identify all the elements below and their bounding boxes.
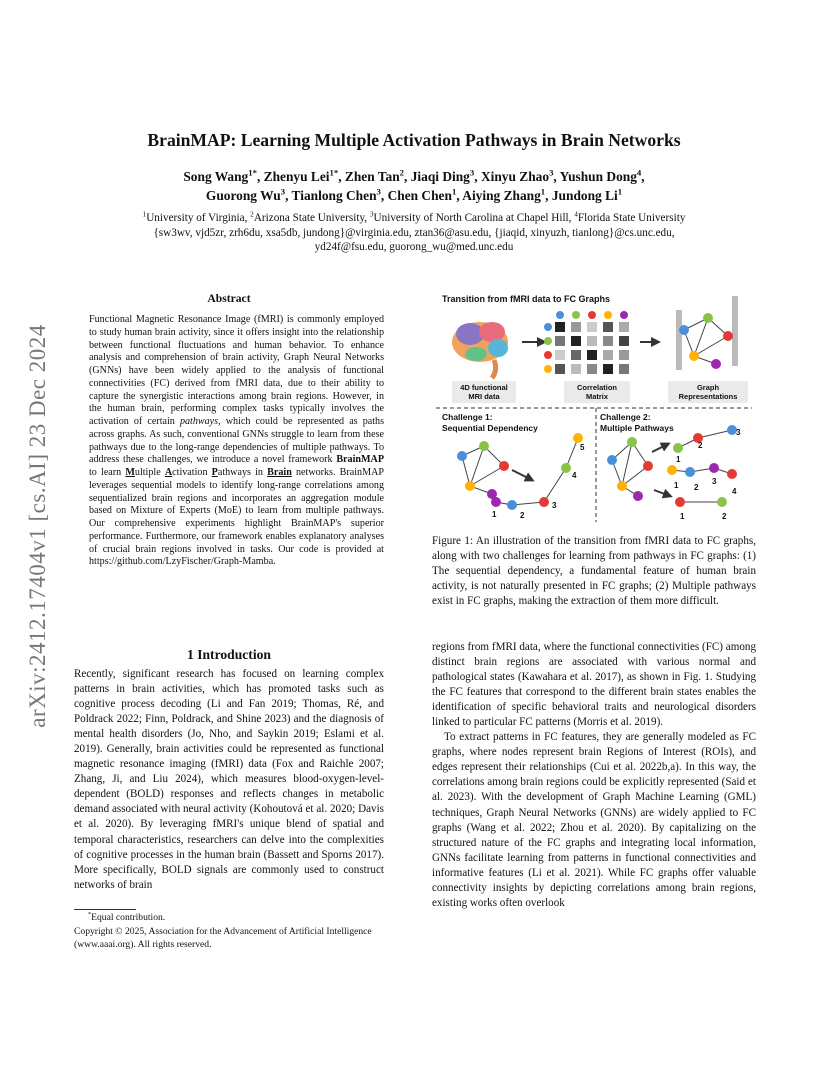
challenge-2-title: Challenge 2: (600, 412, 651, 422)
challenge-1-title: Challenge 1: (442, 412, 493, 422)
affiliation: University of North Carolina at Chapel Hill, (373, 212, 575, 224)
graph-representation-icon (676, 296, 738, 370)
author: Guorong Wu (205, 187, 281, 203)
author-affil-mark: 3 (549, 167, 554, 178)
svg-text:Representations: Representations (678, 392, 738, 401)
author: Song Wang (183, 169, 249, 184)
challenge-2-graph (607, 425, 741, 521)
label-fmri (452, 381, 516, 403)
svg-text:MRI data: MRI data (468, 392, 500, 401)
intro-heading: 1 Introduction (187, 647, 271, 662)
author: Aiying Zhang (462, 187, 541, 203)
svg-text:2: 2 (694, 483, 699, 492)
author: Chen Chen (387, 187, 452, 203)
right-column-body (432, 640, 756, 911)
affiliation-line: $^1$University of Virginia, $^2$Arizona State University, $^3$University of North Carolina at Chapel Hill, $^4$Florida State University (142, 210, 686, 224)
svg-text:3: 3 (736, 428, 741, 437)
author-affil-mark: 1* (329, 167, 339, 178)
author-affil-mark: 1 (451, 186, 457, 197)
svg-text:1: 1 (680, 512, 685, 521)
svg-text:Graph: Graph (696, 383, 720, 392)
author: Zhen Tan (344, 169, 400, 184)
affiliation: University of Virginia, (146, 212, 251, 224)
label-correlation (564, 381, 630, 403)
affiliation: Florida State University (577, 212, 686, 224)
footnote-equal: *Equal contribution. (88, 910, 166, 923)
footnote-copyright: Copyright © 2025, Association for the Advancement of Artificial Intelligence (www.aaai.org). All rights reserved. (74, 925, 372, 950)
svg-text:1: 1 (492, 510, 497, 519)
author-affil-mark: 1 (617, 186, 623, 197)
paragraph: To extract patterns in FC features, they are generally modeled as FC graphs, where nodes represent brain Regions of Interest (ROIs), and edges represent their relationships (Cui et al. 2022b,a). In this way, the correlations among brain regions could be explicitly represented (Said et al. 2023). With the development of Graph Machine Learning (GML) techniques, Graph Neural Networks (GNNs) are widely applied to FC graphs (Wang et al. 2022; Zhou et al. 2020). By capitalizing on the structured nature of the FC graphs and integrating local information, GNNs facilitate learning from patterns in functional connectivities and informative features (Li et al. 2021). While FC graphs offer valuable connectivity insights by depicting correlations among brain regions, existing works often overlook (432, 731, 756, 909)
author-line-1: Song Wang$^{1*}$, Zhenyu Lei$^{1*}$, Zhen Tan$^2$, Jiaqi Ding$^3$, Xinyu Zhao$^3$, Yushun Dong$^4$, (183, 167, 645, 184)
abstract-section (74, 292, 384, 569)
author: Jiaqi Ding (410, 169, 470, 184)
affiliations (70, 211, 758, 255)
correlation-matrix-icon (544, 311, 629, 374)
svg-text:3: 3 (552, 501, 557, 510)
arxiv-identifier-text: arXiv:2412.17404v1 [cs.AI] 23 Dec 2024 (25, 324, 50, 728)
arrow-icon (654, 490, 670, 496)
affiliation: Arizona State University, (253, 212, 370, 224)
figure-top-title: Transition from fMRI data to FC Graphs (442, 294, 611, 304)
svg-text:5: 5 (580, 443, 585, 452)
author-affil-mark: 3 (469, 167, 475, 178)
svg-text:1: 1 (676, 455, 681, 464)
svg-text:Matrix: Matrix (585, 392, 609, 401)
svg-text:3: 3 (712, 477, 717, 486)
abstract-heading: Abstract (207, 292, 251, 305)
author-line-2: Guorong Wu$^3$, Tianlong Chen$^3$, Chen Chen$^1$, Aiying Zhang$^1$, Jundong Li$^1$ (205, 186, 623, 203)
paper-title: BrainMAP: Learning Multiple Activation Pathways in Brain Networks (147, 130, 681, 150)
author-affil-mark: 1* (248, 167, 257, 178)
author-list (120, 168, 708, 205)
figure-1-graphic (432, 290, 756, 526)
intro-body: Recently, significant research has focused on learning complex patterns in brain activities, which has promoted tasks such as cognitive process decoding (Li and Fan 2019; Thomas, Ré, and Poldrack 2022; Finn, Poldrack, and Shine 2023) and the diagnosis of mental health disorders (Jo, Nho, and Saykin 2019; Eslami et al. 2019). Generally, brain activities could be represented as functional magnetic resonance imaging (fMRI) data (Fox and Raichle 2007; Zhang, Ji, and Liu 2024), which measures blood-oxygen-level-dependent (BOLD) responses and reflects changes in metabolic demand associated with neural activity (Kohoutová et al. 2020; Davis et al. 2020). By leveraging fMRI's unique blend of spatial and temporal characteristics, researchers can delve into the complexities of cognitive processes in the human brain (Bassett and Sporns 2017). More specifically, BOLD signals are commonly used to construct networks of brain (74, 668, 384, 891)
svg-text:2: 2 (722, 512, 727, 521)
challenge-1-graph (457, 433, 585, 520)
author: Xinyu Zhao (480, 169, 550, 184)
footnote-rule (74, 909, 136, 910)
abstract-body: Functional Magnetic Resonance Image (fMRI) is commonly employed to study human brain activity, since it offers insight into the relationship between functional fluctuations and human behavior. To enhance analysis and comprehension of brain activity, Graph Neural Networks (GNNs) have been widely applied to the analysis of functional connectivities (FC) derived from fMRI data, due to their ability to capture the synergistic interactions among brain regions. However, in the human brain, performing complex tasks typically involves the activation of certain pathways, which could be represented as paths across graphs. As such, conventional GNNs struggle to learn from these pathways due to the long-range dependencies of multiple pathways. To address these challenges, we introduce a novel framework BrainMAP to learn Multiple Activation Pathways in Brain networks. BrainMAP leverages sequential models to identify long-range correlations among sequentialized brain regions and incorporates an aggregation module based on Mixture of Experts (MoE) to learn from multiple pathways. Our comprehensive experiments highlight BrainMAP's superior performance. Furthermore, our framework enables explanatory analyses of crucial brain regions involved in tasks. Our code is provided at https://github.com/LzyFischer/Graph-Mamba. (89, 314, 384, 568)
label-graph (668, 381, 748, 403)
author: Zhenyu Lei (263, 169, 330, 184)
author-affil-mark: 3 (280, 186, 286, 197)
author: Tianlong Chen (291, 187, 377, 203)
svg-text:2: 2 (520, 511, 525, 520)
svg-text:4: 4 (732, 487, 737, 496)
arxiv-identifier (14, 292, 62, 760)
author-affil-mark: 4 (636, 167, 642, 178)
email-line-1: {sw3wv, vjd5zr, zrh6du, xsa5db, jundong}@virginia.edu, ztan36@asu.edu, {jiaqid, xinyuzh, tianlong}@cs.unc.edu, (153, 226, 675, 239)
footnotes (74, 911, 384, 952)
svg-text:4D functional: 4D functional (460, 383, 508, 392)
email-line-2: yd24f@fsu.edu, guorong_wu@med.unc.edu (314, 241, 514, 254)
svg-text:2: 2 (698, 441, 703, 450)
svg-text:1: 1 (674, 481, 679, 490)
author-affil-mark: 1 (540, 186, 546, 197)
author-affil-mark: 2 (399, 167, 405, 178)
challenge-1-subtitle: Sequential Dependency (442, 423, 538, 433)
svg-text:4: 4 (572, 471, 577, 480)
paragraph: regions from fMRI data, where the functional connectivities (FC) among distinct brain regions are associated with various normal and pathological states (Kawahara et al. 2017), as shown in Fig. 1. Studying the FC features that correspond to the different brain states enables the identification of specific behavioral traits and neurological disorders linked to particular FC patterns (Morris et al. 2019). (432, 641, 756, 729)
brain-icon (452, 322, 508, 378)
challenge-2-subtitle: Multiple Pathways (600, 423, 674, 433)
author-affil-mark: 3 (376, 186, 381, 197)
figure-1-caption: Figure 1: An illustration of the transition from fMRI data to FC graphs, along with two challenges for learning from pathways in FC graphs: (1) The sequential dependency, a fundamental feature of human brain activity, is not naturally presented in FC graphs; (2) Multiple pathways exist in FC graphs, making the extraction of them more difficult. (432, 535, 756, 607)
arrow-icon (652, 444, 668, 452)
author: Yushun Dong (559, 169, 637, 184)
svg-text:Correlation: Correlation (576, 383, 618, 392)
author: Jundong Li (551, 187, 618, 203)
figure-1 (432, 290, 756, 526)
arrow-icon (512, 470, 532, 480)
